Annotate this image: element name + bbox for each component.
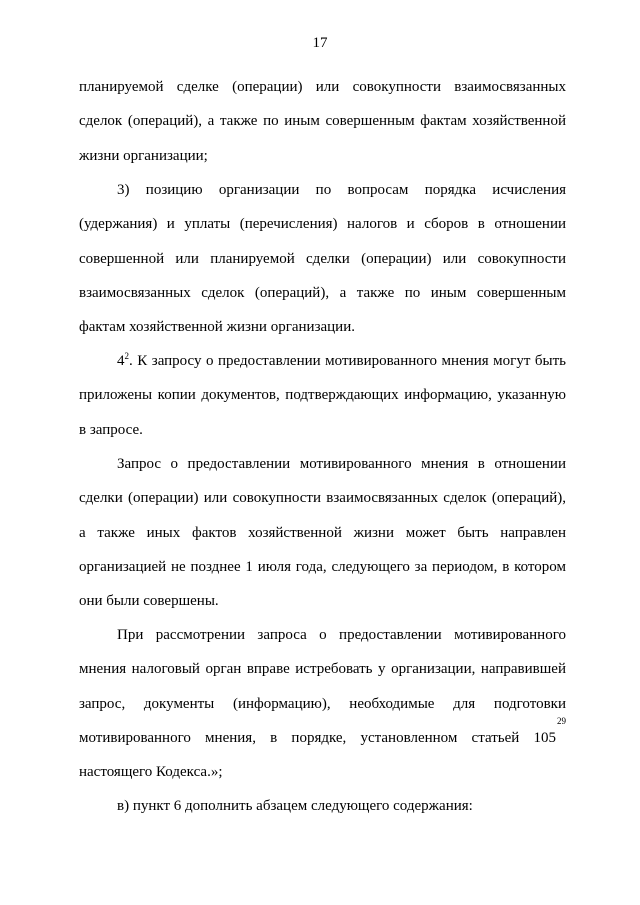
paragraph-item-3: [79, 173, 566, 344]
text-line: жизни организации;: [79, 147, 208, 164]
paragraph-continuation: [79, 70, 566, 173]
text-line: приложены копии документов, подтверждающих информацию, указанную: [79, 387, 566, 404]
clause-number: 4: [117, 353, 125, 369]
text-line: мнения налоговый орган вправе истребовать у организации, направившей: [79, 661, 566, 678]
article-superscript: 29: [557, 715, 566, 726]
text-line: При рассмотрении запроса о предоставлении мотивированного: [117, 627, 566, 643]
paragraph-subitem-v: [79, 789, 566, 823]
text-fragment: . К запросу о предоставлении мотивированного мнения могут быть: [129, 353, 566, 369]
text-line: планируемой сделке (операции) или совокупности взаимосвязанных: [79, 79, 566, 95]
text-line: в запросе.: [79, 421, 143, 438]
clause-number-superscript: 2: [124, 351, 129, 361]
paragraph-request: [79, 447, 566, 618]
paragraph-4-2: [79, 344, 566, 447]
text-line: Запрос о предоставлении мотивированного мнения в отношении: [117, 456, 566, 472]
text-line: они были совершены.: [79, 593, 219, 610]
text-line: организацией не позднее 1 июля года, следующего за периодом, в котором: [79, 558, 566, 575]
text-line: [79, 344, 566, 378]
text-line: сделки (операции) или совокупности взаимосвязанных сделок (операций),: [79, 490, 566, 507]
text-line: в) пункт 6 дополнить абзацем следующего содержания:: [117, 798, 473, 814]
paragraph-review: [79, 618, 566, 789]
text-line: совершенной или планируемой сделки (операции) или совокупности: [79, 250, 566, 267]
text-line: (удержания) и уплаты (перечисления) налогов и сборов в отношении: [79, 216, 566, 233]
text-line: а также иных фактов хозяйственной жизни может быть направлен: [79, 524, 566, 541]
text-line: взаимосвязанных сделок (операций), а также по иным совершенным: [79, 284, 566, 301]
text-line: 3) позицию организации по вопросам порядка исчисления: [117, 182, 566, 198]
text-fragment: мотивированного мнения, в порядке, установленном статьей 105: [79, 729, 556, 746]
text-line: настоящего Кодекса.»;: [79, 764, 223, 781]
text-line: [79, 715, 566, 755]
text-line: сделок (операций), а также по иным совершенным фактам хозяйственной: [79, 113, 566, 130]
text-line: запрос, документы (информацию), необходимые для подготовки: [79, 695, 566, 712]
text-line: фактам хозяйственной жизни организации.: [79, 319, 355, 336]
page-number: 17: [312, 35, 328, 51]
